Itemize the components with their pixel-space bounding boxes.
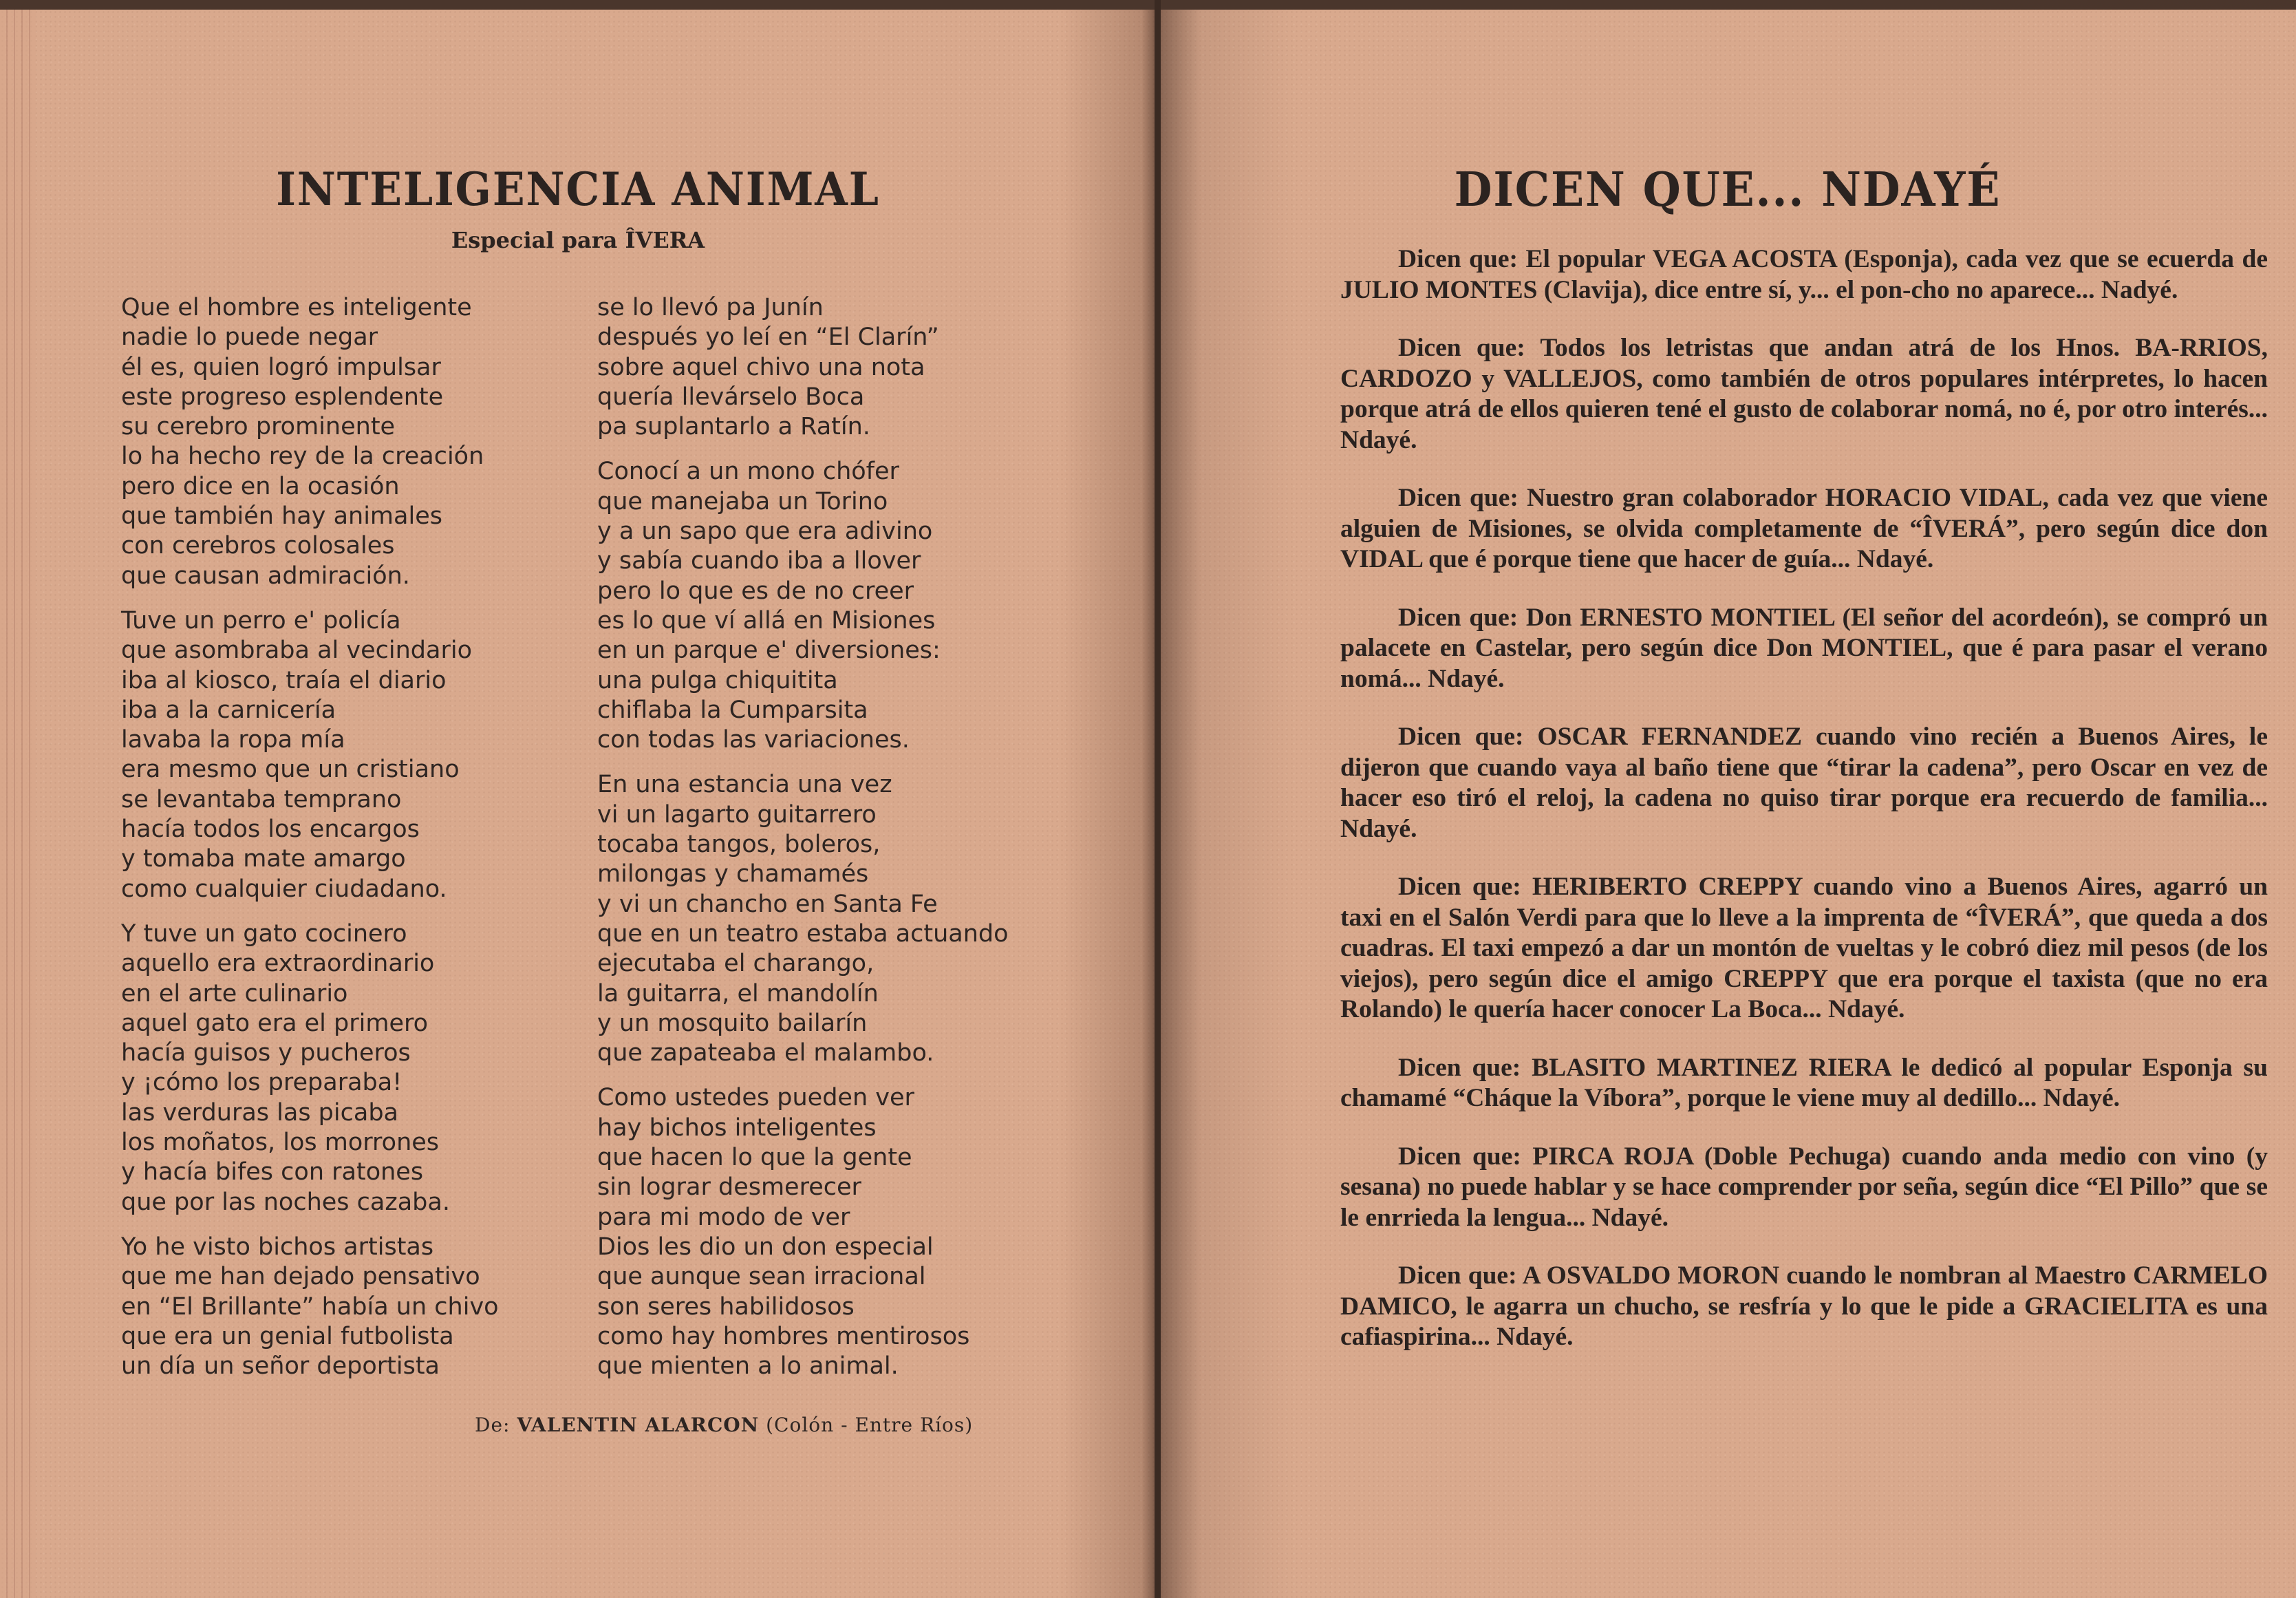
poem-signature — [475, 1414, 973, 1436]
verse-line: las verduras las picaba — [121, 1098, 398, 1127]
verse-line: ejecutaba el charango, — [597, 950, 875, 978]
signature-prefix: De: — [475, 1414, 511, 1436]
verse-line: que también hay animales — [121, 502, 442, 531]
verse-line: chiflaba la Cumparsita — [597, 696, 868, 724]
verse-line: su cerebro prominente — [121, 413, 396, 441]
stanza — [597, 770, 1072, 1068]
gossip-item: Dicen que: El popular VEGA ACOSTA (Esponja), cada vez que se ecuerda de JULIO MONTES (Clavija), dice entre sí, y... el pon-cho no aparece... Nadyé. — [1340, 245, 2268, 304]
scan-top-edge — [0, 0, 2296, 10]
verse-line: iba a la carnicería — [121, 696, 336, 724]
verse-line: son seres habilidosos — [597, 1292, 855, 1321]
verse-line: Yo he visto bichos artistas — [121, 1233, 434, 1261]
verse-line: sin lograr desmerecer — [597, 1173, 861, 1202]
verse-line: se levantaba temprano — [121, 785, 402, 813]
signature-author: VALENTIN ALARCON — [517, 1414, 760, 1436]
verse-line: hacía todos los encargos — [121, 816, 420, 844]
verse-line: en el arte culinario — [121, 979, 348, 1008]
verse-line: para mi modo de ver — [597, 1203, 850, 1231]
gossip-item: Dicen que: Don ERNESTO MONTIEL (El señor del acordeón), se compró un palacete en Castelar, pero según dice Don MONTIEL, que é para pasar el verano nomá... Ndayé. — [1340, 603, 2268, 693]
book-gutter — [1155, 0, 1161, 1598]
stanza — [121, 919, 589, 1217]
gossip-items — [1340, 244, 2268, 1381]
verse-line: y hacía bifes con ratones — [121, 1158, 424, 1186]
verse-line: con todas las variaciones. — [597, 726, 910, 754]
verse-line: tocaba tangos, boleros, — [597, 831, 881, 859]
verse-line: sobre aquel chivo una nota — [597, 353, 925, 381]
verse-line: y sabía cuando iba a llover — [597, 547, 921, 575]
verse-line: es lo que ví allá en Misiones — [597, 606, 936, 635]
stanza — [597, 1083, 1072, 1381]
verse-line: y a un sapo que era adivino — [597, 518, 933, 546]
verse-line: pero lo que es de no creer — [597, 577, 914, 605]
verse-line: que era un genial futbolista — [121, 1322, 454, 1350]
verse-line: este progreso esplendente — [121, 383, 444, 411]
verse-line: hacía guisos y pucheros — [121, 1039, 411, 1067]
poem-title: INTELIGENCIA ANIMAL — [276, 162, 880, 216]
verse-line: los moñatos, los morrones — [121, 1129, 440, 1157]
verse-line: nadie lo puede negar — [121, 323, 378, 352]
verse-line: se lo llevó pa Junín — [597, 294, 824, 321]
verse-line: milongas y chamamés — [597, 860, 869, 888]
verse-line: y tomaba mate amargo — [121, 845, 406, 873]
verse-line: como hay hombres mentirosos — [597, 1322, 970, 1350]
gossip-item: Dicen que: A OSVALDO MORON cuando le nombran al Maestro CARMELO DAMICO, le agarra un chucho, se resfría y lo que le pide a GRACIELITA es una cafiaspirina... Ndayé. — [1340, 1261, 2268, 1351]
verse-line: Que el hombre es inteligente — [121, 294, 472, 321]
stanza — [121, 1233, 589, 1381]
verse-line: hay bichos inteligentes — [597, 1114, 877, 1142]
verse-line: quería llevárselo Boca — [597, 383, 865, 411]
verse-line: que en un teatro estaba actuando — [597, 919, 1009, 948]
verse-line: Como ustedes pueden ver — [597, 1084, 914, 1112]
column-title: DICEN QUE... NDAYÉ — [1454, 162, 2002, 217]
verse-line: después yo leí en “El Clarín” — [597, 323, 939, 352]
verse-line: como cualquier ciudadano. — [121, 875, 447, 903]
verse-line: aquello era extraordinario — [121, 950, 435, 978]
verse-line: que asombraba al vecindario — [121, 637, 472, 665]
verse-line: en un parque e' diversiones: — [597, 637, 941, 665]
verse-line: en “El Brillante” había un chivo — [121, 1292, 499, 1321]
gossip-item: Dicen que: Todos los letristas que andan atrá de los Hnos. BA-RRIOS, CARDOZO y VALLEJOS, como también de otros populares intérpretes, lo hacen porque atrá de ellos quieren tené el gusto de colaborar nomá, no é, por otro interés... Ndayé. — [1340, 334, 2268, 454]
verse-line: que por las noches cazaba. — [121, 1188, 450, 1216]
verse-line: pero dice en la ocasión — [121, 472, 400, 500]
verse-line: que hacen lo que la gente — [597, 1144, 912, 1172]
verse-line: una pulga chiquitita — [597, 666, 838, 694]
left-page — [0, 10, 1156, 1598]
stanza — [121, 606, 589, 904]
poem-column-1 — [121, 293, 589, 1396]
verse-line: Conocí a un mono chófer — [597, 458, 899, 486]
gossip-item: Dicen que: HERIBERTO CREPPY cuando vino a Buenos Aires, agarró un taxi en el Salón Verdi para que lo lleve a la imprenta de “ÎVERÁ”, que queda a dos cuadras. El taxi empezó a dar un montón de vueltas y le cobró diez mil pesos (de los viejos), pero según dice el amigo CREPPY que era porque el taxista (que no era Rolando) le quería hacer conocer La Boca... Ndayé. — [1340, 873, 2268, 1023]
gossip-item: Dicen que: Nuestro gran colaborador HORACIO VIDAL, cada vez que viene alguien de Misiones, se olvida completamente de “ÎVERÁ”, pero según dice don VIDAL que é porque tiene que hacer de guía... Ndayé. — [1340, 484, 2268, 573]
verse-line: lavaba la ropa mía — [121, 726, 345, 754]
stanza — [597, 457, 1072, 755]
gossip-item: Dicen que: PIRCA ROJA (Doble Pechuga) cuando anda medio con vino (y sesana) no puede hablar y se hace comprender por seña, según dice “El Pillo” que se le enrrieda la lengua... Ndayé. — [1340, 1142, 2268, 1232]
verse-line: En una estancia una vez — [597, 771, 892, 799]
gossip-item: Dicen que: OSCAR FERNANDEZ cuando vino recién a Buenos Aires, le dijeron que cuando vaya al baño tiene que “tirar la cadena”, pero Oscar en vez de hacer eso tiró el reloj, la cadena no quiso tirar porque era recuerdo de familia... Ndayé. — [1340, 723, 2268, 843]
signature-place: (Colón - Entre Ríos) — [766, 1414, 974, 1436]
poem-column-2 — [597, 293, 1072, 1396]
stanza — [597, 293, 1072, 442]
verse-line: que causan admiración. — [121, 562, 410, 590]
verse-line: Tuve un perro e' policía — [121, 606, 401, 635]
poem-subtitle: Especial para ÎVERA — [451, 227, 705, 253]
verse-line: aquel gato era el primero — [121, 1009, 429, 1037]
verse-line: Y tuve un gato cocinero — [121, 919, 407, 948]
verse-line: él es, quien logró impulsar — [121, 353, 441, 381]
verse-line: vi un lagarto guitarrero — [597, 800, 877, 829]
verse-line: un día un señor deportista — [121, 1352, 440, 1381]
verse-line: que manejaba un Torino — [597, 487, 888, 515]
verse-line: y vi un chancho en Santa Fe — [597, 890, 938, 918]
verse-line: que zapateaba el malambo. — [597, 1039, 934, 1067]
verse-line: que aunque sean irracional — [597, 1263, 926, 1291]
verse-line: y ¡cómo los preparaba! — [121, 1069, 403, 1097]
verse-line: Dios les dio un don especial — [597, 1233, 934, 1261]
page-stack-edges — [0, 10, 36, 1598]
verse-line: pa suplantarlo a Ratín. — [597, 413, 870, 441]
verse-line: y un mosquito bailarín — [597, 1009, 868, 1037]
verse-line: era mesmo que un cristiano — [121, 756, 460, 784]
verse-line: la guitarra, el mandolín — [597, 979, 879, 1008]
verse-line: con cerebros colosales — [121, 532, 395, 560]
gossip-item: Dicen que: BLASITO MARTINEZ RIERA le dedicó al popular Esponja su chamamé “Cháque la Víbora”, porque le viene muy al dedillo... Ndayé. — [1340, 1053, 2268, 1112]
verse-line: que mienten a lo animal. — [597, 1352, 899, 1381]
verse-line: que me han dejado pensativo — [121, 1263, 480, 1291]
verse-line: iba al kiosco, traía el diario — [121, 666, 447, 694]
verse-line: lo ha hecho rey de la creación — [121, 443, 484, 471]
stanza — [121, 293, 589, 591]
